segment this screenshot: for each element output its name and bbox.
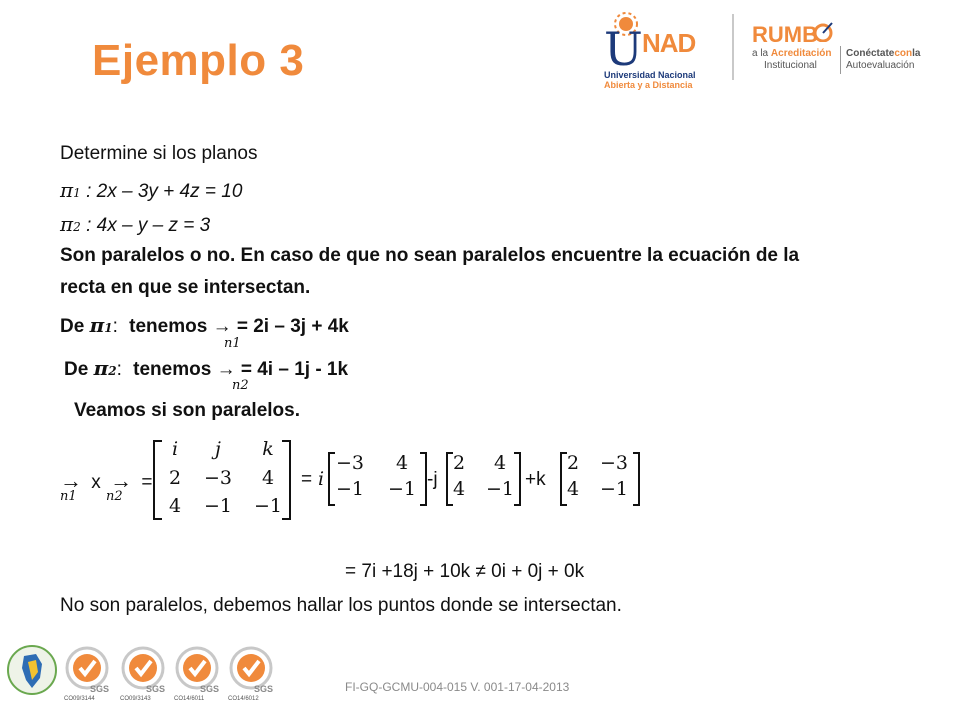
unad-nad: NAD (642, 28, 696, 58)
pi-subscript-2: 2 (108, 364, 117, 378)
tenemos-label: tenemos (129, 316, 208, 337)
colon: : (112, 316, 118, 337)
minor-j-cell: 4 (452, 478, 466, 500)
normal1-line (60, 313, 349, 338)
cert-code: CO14/6011 (174, 696, 205, 702)
unad-u: U (604, 22, 643, 76)
n1-equation: = 2i – 3j + 4k (236, 316, 349, 337)
plane2-line (60, 212, 210, 237)
sgs-badge (60, 646, 114, 710)
minor-k-cell: −1 (599, 478, 628, 500)
matrix3-cell: 2 (168, 467, 182, 489)
minor-k-cell: 4 (566, 478, 580, 500)
pi-subscript-1: 1 (104, 321, 113, 335)
intro-text: Determine si los planos (60, 143, 258, 164)
question-line-1: Son paralelos o no. En caso de que no sean paralelos encuentre la ecuación de la (60, 245, 800, 266)
unad-line1: Universidad Nacional (604, 70, 696, 80)
matrix3-cell: k (262, 438, 274, 460)
rumbo-line1-a: a la (752, 48, 771, 59)
minor-j-cell: 4 (493, 452, 507, 474)
plane1-equation: : 2x – 3y + 4z = 10 (86, 181, 243, 202)
question-line-2: recta en que se intersectan. (60, 277, 311, 298)
colon: : (116, 359, 122, 380)
equals-sign: = (141, 472, 153, 493)
n2-cross-arrow: → (110, 468, 133, 493)
plane1-line (60, 178, 242, 203)
rumbo-target-icon (812, 20, 834, 42)
rumbo-line1-b: Acreditación (770, 48, 832, 59)
sgs-badge (224, 646, 278, 710)
cross-x: x (91, 472, 101, 493)
matrix3-cell: 4 (168, 495, 182, 517)
matrix3-cell: i (171, 438, 179, 460)
result-line: = 7i +18j + 10k ≠ 0i + 0j + 0k (345, 561, 585, 582)
cert-code: CO14/6012 (228, 696, 259, 702)
pi-symbol: π (89, 313, 105, 337)
rumbo-word: RUMB (752, 22, 818, 47)
rumbo-right1-a: Conéctate (846, 48, 895, 59)
pi-subscript-1: 1 (73, 186, 81, 200)
matrix3-cell: j (215, 438, 221, 460)
rumbo-divider (840, 46, 841, 74)
unad-line2: Abierta y a Distancia (604, 80, 693, 90)
tenemos-label: tenemos (133, 359, 212, 380)
minor-k-cell: 2 (566, 452, 580, 474)
de-label: De (60, 316, 85, 337)
sgs-label: SGS (254, 684, 274, 694)
n1-cross-label: n1 (60, 489, 77, 504)
conclusion-line: No son paralelos, debemos hallar los puntos donde se intersectan. (60, 595, 622, 616)
rumbo-right1-b: con (894, 48, 913, 59)
n1-cross-arrow: → (60, 468, 82, 493)
minor-j-cell: 2 (452, 452, 466, 474)
expansion-i: i (318, 468, 325, 490)
minor-k-right-bracket (633, 452, 640, 506)
colombia-seal (6, 644, 58, 700)
rumbo-logo (752, 18, 952, 78)
cert-code: CO09/3144 (64, 696, 95, 702)
rumbo-line2: Institucional (764, 60, 817, 71)
cert-code: CO09/3143 (120, 696, 151, 702)
expansion-equals: = (301, 469, 313, 490)
sgs-label: SGS (146, 684, 166, 694)
n2-equation: = 4i – 1j - 1k (240, 359, 349, 380)
n2-label: n2 (232, 378, 249, 393)
minor-i-cell: 4 (395, 452, 409, 474)
page-title: Ejemplo 3 (92, 36, 305, 85)
rumbo-right2: Autoevaluación (846, 60, 915, 71)
sgs-label: SGS (90, 684, 110, 694)
rumbo-right1-c: la (912, 48, 921, 59)
minor-i-cell: −3 (335, 452, 364, 474)
pi-symbol: π (60, 212, 74, 236)
matrix3-cell: −3 (203, 467, 232, 489)
pi-symbol: π (60, 178, 74, 202)
pi-symbol: π (93, 356, 109, 380)
n2-arrow: → (216, 359, 236, 380)
matrix3-cell: 4 (261, 467, 275, 489)
expansion-minus-j: -j (427, 469, 438, 490)
matrix3-cell: −1 (253, 495, 282, 517)
minor-j-cell: −1 (485, 478, 514, 500)
colombia-map-icon (6, 644, 58, 700)
plane2-equation: : 4x – y – z = 3 (86, 215, 211, 236)
footer-code: FI-GQ-GCMU-004-015 V. 001-17-04-2013 (345, 680, 570, 694)
normal2-line (64, 356, 348, 381)
n1-arrow: → (212, 316, 232, 337)
sgs-label: SGS (200, 684, 220, 694)
minor-i-cell: −1 (387, 478, 416, 500)
n1-label: n1 (224, 336, 241, 351)
de-label: De (64, 359, 89, 380)
minor-i-right-bracket (420, 452, 427, 506)
minor-k-cell: −3 (599, 452, 628, 474)
expansion-plus-k: +k (525, 469, 546, 490)
header-divider (732, 14, 734, 80)
pi-subscript-2: 2 (73, 220, 81, 234)
sgs-badge (170, 646, 224, 710)
n2-cross-label: n2 (106, 489, 123, 504)
matrix3-cell: −1 (203, 495, 232, 517)
unad-logo (600, 8, 710, 88)
veamos-text: Veamos si son paralelos. (74, 400, 300, 421)
minor-i-cell: −1 (335, 478, 364, 500)
sgs-badge (116, 646, 170, 710)
